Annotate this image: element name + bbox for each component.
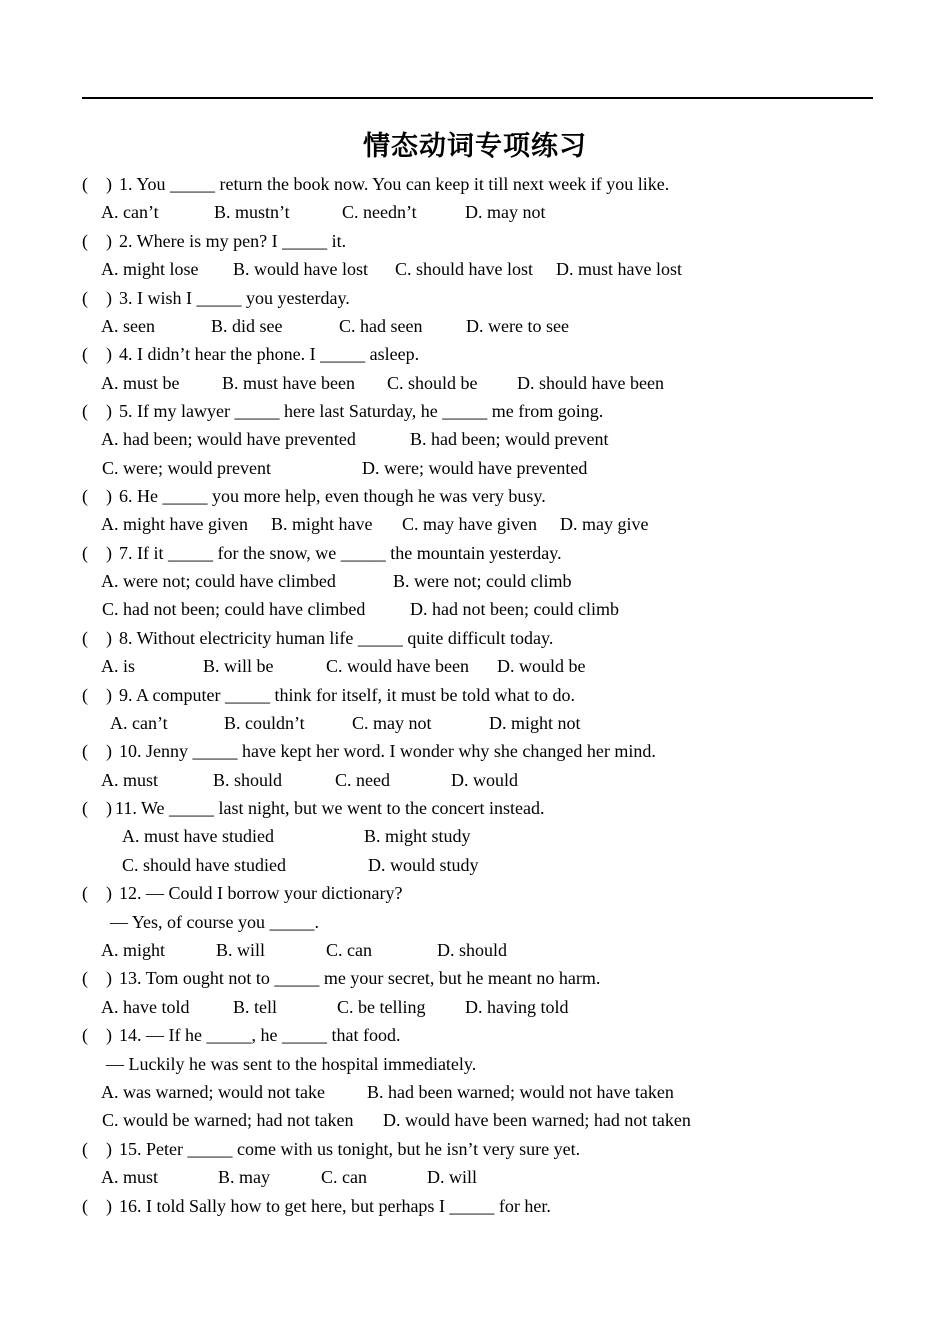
question-5 (0, 397, 604, 425)
answer-blank[interactable]: ( ) (82, 1025, 112, 1045)
question-prompt: 10. Jenny _____ have kept her word. I wonder why she changed her mind. (119, 741, 656, 761)
option: A. might have given (101, 514, 248, 534)
question-4 (0, 340, 420, 368)
question-prompt: 9. A computer _____ think for itself, it must be told what to do. (119, 685, 575, 705)
question-prompt: 12. — Could I borrow your dictionary? (119, 883, 403, 903)
option: A. must (101, 770, 159, 790)
options-row (0, 198, 546, 226)
question-prompt: 1. You _____ return the book now. You can keep it till next week if you like. (119, 174, 670, 194)
options-row (0, 567, 572, 595)
option: D. may not (465, 202, 546, 222)
answer-blank[interactable]: ( ) (82, 968, 112, 988)
answer-blank[interactable]: ( ) (82, 486, 112, 506)
option: A. can’t (110, 713, 168, 733)
option: B. did see (211, 316, 283, 336)
options-row (0, 993, 569, 1021)
question-11 (0, 794, 545, 822)
options-row (0, 1163, 478, 1191)
options-row (0, 312, 569, 340)
option: D. would study (368, 855, 479, 875)
option: D. were to see (466, 316, 569, 336)
option: C. should have lost (395, 259, 533, 279)
option: D. will (427, 1167, 478, 1187)
dialogue-reply (0, 908, 319, 936)
page-title: 情态动词专项练习 (363, 131, 587, 162)
option: D. must have lost (556, 259, 682, 279)
answer-blank[interactable]: ( ) (82, 543, 112, 563)
options-row (0, 425, 609, 453)
question-3 (0, 284, 350, 312)
question-prompt: 8. Without electricity human life _____ quite difficult today. (119, 628, 554, 648)
question-prompt: 3. I wish I _____ you yesterday. (119, 288, 350, 308)
option: D. would (451, 770, 518, 790)
option: D. having told (465, 997, 569, 1017)
answer-blank[interactable]: ( ) (82, 174, 112, 194)
question-8 (0, 624, 554, 652)
option: C. need (335, 770, 390, 790)
option: A. can’t (101, 202, 159, 222)
options-row (0, 595, 619, 623)
options-row (0, 369, 664, 397)
answer-blank[interactable]: ( ) (82, 401, 112, 421)
option: B. would have lost (233, 259, 368, 279)
question-prompt: 13. Tom ought not to _____ me your secret, but he meant no harm. (119, 968, 601, 988)
option: B. must have been (222, 373, 355, 393)
option: C. should have studied (122, 855, 286, 875)
options-row (0, 510, 649, 538)
option: A. must (101, 1167, 159, 1187)
option: A. had been; would have prevented (101, 429, 356, 449)
answer-blank[interactable]: ( ) (82, 883, 112, 903)
question-9 (0, 681, 575, 709)
option: D. may give (560, 514, 649, 534)
option: B. will (216, 940, 266, 960)
question-14 (0, 1021, 401, 1049)
question-prompt: 11. We _____ last night, but we went to the concert instead. (115, 798, 545, 818)
option: B. tell (233, 997, 277, 1017)
options-row (0, 1106, 691, 1134)
option: D. had not been; could climb (410, 599, 619, 619)
answer-blank[interactable]: ( ) (82, 741, 112, 761)
option: D. would be (497, 656, 586, 676)
answer-blank[interactable]: ( ) (82, 685, 112, 705)
options-row (0, 454, 588, 482)
reply-text: — Luckily he was sent to the hospital immediately. (106, 1054, 477, 1074)
option: B. had been; would prevent (410, 429, 609, 449)
question-15 (0, 1135, 581, 1163)
question-prompt: 4. I didn’t hear the phone. I _____ asleep. (119, 344, 420, 364)
answer-blank[interactable]: ( ) (82, 628, 112, 648)
question-prompt: 2. Where is my pen? I _____ it. (119, 231, 347, 251)
option: C. were; would prevent (102, 458, 271, 478)
option: A. is (101, 656, 136, 676)
options-row (0, 851, 479, 879)
options-row (0, 652, 586, 680)
option: C. had not been; could have climbed (102, 599, 366, 619)
option: D. should have been (517, 373, 664, 393)
option: C. needn’t (342, 202, 417, 222)
question-1 (0, 170, 670, 198)
question-prompt: 14. — If he _____, he _____ that food. (119, 1025, 401, 1045)
option: A. might lose (101, 259, 199, 279)
option: C. may not (352, 713, 432, 733)
option: A. have told (101, 997, 190, 1017)
option: C. would have been (326, 656, 469, 676)
question-prompt: 16. I told Sally how to get here, but perhaps I _____ for her. (119, 1196, 551, 1216)
question-12 (0, 879, 403, 907)
option: C. should be (387, 373, 478, 393)
question-10 (0, 737, 656, 765)
option: B. couldn’t (224, 713, 305, 733)
answer-blank[interactable]: ( ) (82, 798, 112, 818)
option: B. may (218, 1167, 270, 1187)
option: C. may have given (402, 514, 537, 534)
option: C. can (326, 940, 372, 960)
option: B. had been warned; would not have taken (367, 1082, 674, 1102)
options-row (0, 822, 471, 850)
option: A. were not; could have climbed (101, 571, 336, 591)
option: B. will be (203, 656, 274, 676)
answer-blank[interactable]: ( ) (82, 288, 112, 308)
dialogue-reply (0, 1050, 477, 1078)
option: B. mustn’t (214, 202, 290, 222)
option: B. might have (271, 514, 373, 534)
option: A. was warned; would not take (101, 1082, 325, 1102)
option: B. were not; could climb (393, 571, 572, 591)
option: D. should (437, 940, 508, 960)
option: D. were; would have prevented (362, 458, 588, 478)
option: C. had seen (339, 316, 423, 336)
option: A. seen (101, 316, 155, 336)
answer-blank[interactable]: ( ) (82, 1196, 112, 1216)
option: C. can (321, 1167, 367, 1187)
option: A. might (101, 940, 166, 960)
options-row (0, 255, 682, 283)
options-row (0, 936, 508, 964)
option: C. be telling (337, 997, 426, 1017)
option: A. must have studied (122, 826, 274, 846)
question-7 (0, 539, 562, 567)
question-prompt: 6. He _____ you more help, even though he was very busy. (119, 486, 546, 506)
reply-text: — Yes, of course you _____. (110, 912, 319, 932)
options-row (0, 1078, 674, 1106)
question-6 (0, 482, 546, 510)
options-row (0, 766, 518, 794)
option: C. would be warned; had not taken (102, 1110, 354, 1130)
question-prompt: 15. Peter _____ come with us tonight, but he isn’t very sure yet. (119, 1139, 581, 1159)
question-2 (0, 227, 347, 255)
question-16 (0, 1192, 551, 1220)
option: A. must be (101, 373, 180, 393)
answer-blank[interactable]: ( ) (82, 1139, 112, 1159)
option: B. might study (364, 826, 471, 846)
options-row (0, 709, 581, 737)
question-prompt: 5. If my lawyer _____ here last Saturday, he _____ me from going. (119, 401, 604, 421)
option: B. should (213, 770, 283, 790)
header-rule (82, 97, 873, 99)
answer-blank[interactable]: ( ) (82, 231, 112, 251)
question-13 (0, 964, 601, 992)
option: D. might not (489, 713, 581, 733)
question-prompt: 7. If it _____ for the snow, we _____ the mountain yesterday. (119, 543, 562, 563)
option: D. would have been warned; had not taken (383, 1110, 691, 1130)
answer-blank[interactable]: ( ) (82, 344, 112, 364)
